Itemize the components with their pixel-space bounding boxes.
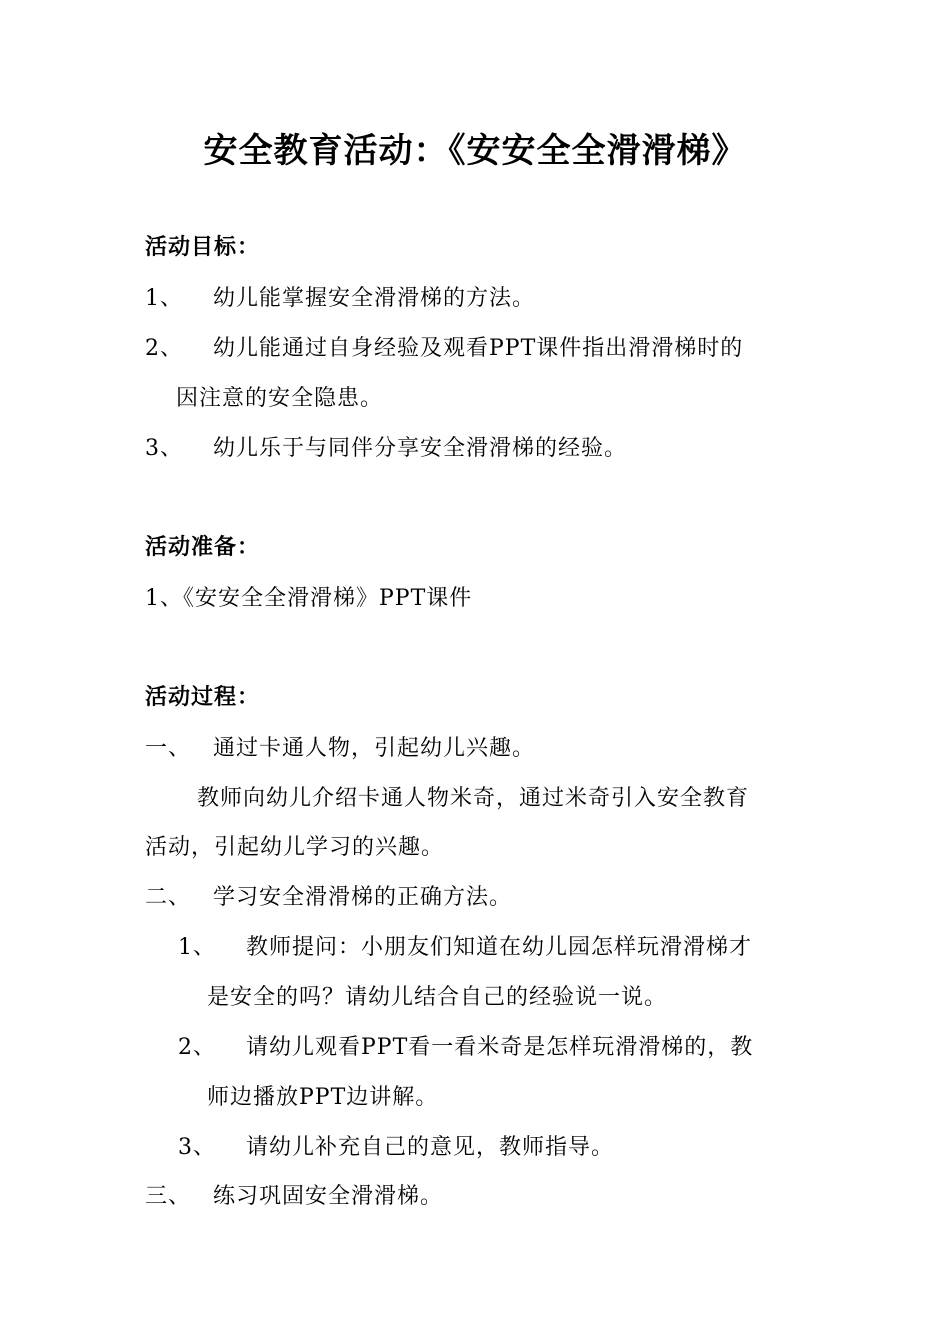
goal-item-3: [145, 434, 627, 464]
step-text: 通过卡通人物，引起幼儿兴趣。: [213, 736, 536, 761]
process-step-1: [145, 734, 535, 764]
step-number: 二、: [145, 885, 192, 910]
step-text: 练习巩固安全滑滑梯。: [213, 1184, 444, 1209]
sub-text: 教师提问：小朋友们知道在幼儿园怎样玩滑滑梯才: [246, 935, 753, 960]
step-2-sub-1: [178, 933, 752, 963]
step-number: 三、: [145, 1184, 192, 1209]
process-step-3: [145, 1182, 443, 1212]
step-1-paragraph-line-2: 活动，引起幼儿学习的兴趣。: [145, 835, 445, 860]
document-title: 安全教育活动：《安安全全滑滑梯》: [203, 131, 747, 171]
step-2-sub-3: [178, 1133, 614, 1163]
goal-item-number: 2、: [145, 336, 183, 361]
step-2-sub-2-continuation: 师边播放PPT边讲解。: [207, 1085, 439, 1110]
process-heading: 活动过程：: [145, 685, 261, 710]
sub-text: 请幼儿补充自己的意见，教师指导。: [246, 1135, 615, 1160]
prep-heading: 活动准备：: [145, 535, 261, 560]
step-2-sub-1-continuation: 是安全的吗？请幼儿结合自己的经验说一说。: [207, 985, 668, 1010]
sub-number: 2、: [178, 1035, 216, 1060]
sub-number: 1、: [178, 935, 216, 960]
step-2-sub-2: [178, 1033, 753, 1063]
sub-number: 3、: [178, 1135, 216, 1160]
goal-item-number: 3、: [145, 436, 183, 461]
goal-item-number: 1、: [145, 286, 183, 311]
process-step-2: [145, 883, 512, 913]
goals-heading: 活动目标：: [145, 235, 261, 260]
goal-item-text: 幼儿能掌握安全滑滑梯的方法。: [213, 286, 536, 311]
goal-item-text: 幼儿能通过自身经验及观看PPT课件指出滑滑梯时的: [213, 336, 744, 361]
step-text: 学习安全滑滑梯的正确方法。: [213, 885, 513, 910]
sub-text: 请幼儿观看PPT看一看米奇是怎样玩滑滑梯的，教: [246, 1035, 754, 1060]
step-1-paragraph-line-1: 教师向幼儿介绍卡通人物米奇，通过米奇引入安全教育: [197, 786, 750, 811]
goal-item-1: [145, 284, 535, 314]
step-number: 一、: [145, 736, 192, 761]
goal-item-text: 幼儿乐于与同伴分享安全滑滑梯的经验。: [213, 436, 628, 461]
goal-item-2: [145, 334, 743, 364]
goal-item-2-continuation: 因注意的安全隐患。: [176, 386, 384, 411]
prep-item-1: 1、《安安全全滑滑梯》PPT课件: [145, 586, 473, 611]
